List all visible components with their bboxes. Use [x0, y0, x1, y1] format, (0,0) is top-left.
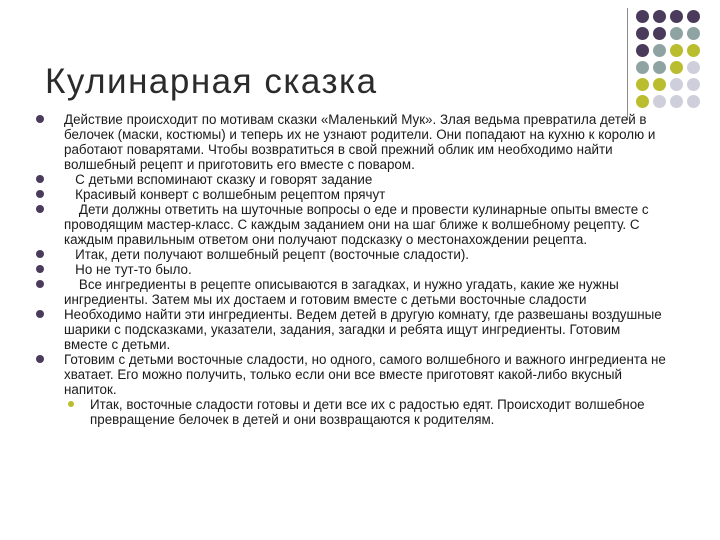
decor-dot — [636, 27, 649, 40]
list-item — [36, 172, 666, 187]
decor-dot — [653, 10, 666, 23]
list-item-text: Все ингредиенты в рецепте описываются в загадках, и нужно угадать, какие же нужны ингредиенты. Затем мы их достаем и готовим вместе с детьми восточные сладости — [64, 277, 623, 307]
list-item-text: Необходимо найти эти ингредиенты. Ведем детей в другую комнату, где развешаны воздушные шарики с подсказками, указатели, задания, загадки и ребята ищут ингредиенты. Готовим вместе с детьми. — [64, 307, 666, 352]
list-item-text: С детьми вспоминают сказку и говорят задание — [64, 172, 373, 187]
bullet-icon — [36, 115, 44, 123]
bullet-icon — [36, 250, 44, 258]
slide-title: Кулинарная сказка — [45, 62, 378, 101]
decor-dot — [670, 27, 683, 40]
decor-dot — [653, 44, 666, 57]
decor-dot — [653, 61, 666, 74]
list-item — [36, 187, 666, 202]
list-item — [36, 307, 666, 352]
list-item — [36, 262, 666, 277]
decor-dot — [687, 44, 700, 57]
bullet-icon — [36, 205, 44, 213]
decor-dot-grid — [636, 10, 700, 108]
decor-vertical-line — [627, 8, 628, 120]
list-item — [36, 202, 666, 247]
sub-list-item — [66, 397, 666, 427]
list-item-text: Но не тут-то было. — [64, 262, 192, 277]
decor-dot — [636, 95, 649, 108]
sub-list-item-text: Итак, восточные сладости готовы и дети все их с радостью едят. Происходит волшебное превращение белочек в детей и они возвращаются к родителям. — [90, 397, 649, 427]
bullet-icon — [36, 310, 44, 318]
list-item — [36, 112, 666, 172]
decor-dot — [687, 27, 700, 40]
bullet-list — [36, 112, 670, 427]
list-item-text: Дети должны ответить на шуточные вопросы о еде и провести кулинарные опыты вместе с проводящим мастер-класс. С каждым заданием они на шаг ближе к волшебному рецепту. С каждым правильным ответом они получают подсказку о местонахождении рецепта. — [64, 202, 653, 247]
decor-dot — [687, 10, 700, 23]
sub-bullet-icon — [68, 401, 74, 407]
list-item-text: Готовим с детьми восточные сладости, но одного, самого волшебного и важного ингредиента не хватает. Его можно получить, только если они все вместе приготовят какой-либо вкусный напиток. — [64, 352, 670, 397]
decor-dot — [636, 78, 649, 91]
decor-dot — [670, 61, 683, 74]
decor-dot — [670, 44, 683, 57]
list-item — [36, 247, 666, 262]
decor-dot — [653, 78, 666, 91]
bullet-icon — [36, 190, 44, 198]
decor-dot — [687, 95, 700, 108]
decor-dot — [653, 95, 666, 108]
list-item-text: Красивый конверт с волшебным рецептом прячут — [64, 187, 386, 202]
bullet-icon — [36, 280, 44, 288]
sub-list — [64, 397, 666, 427]
decor-dot — [636, 61, 649, 74]
bullet-icon — [36, 175, 44, 183]
decor-dot — [687, 78, 700, 91]
decor-dot — [670, 10, 683, 23]
decor-dot — [653, 27, 666, 40]
decor-dot — [636, 44, 649, 57]
list-item-text: Действие происходит по мотивам сказки «Маленький Мук». Злая ведьма превратила детей в белочек (маски, костюмы) и теперь их не узнают родители. Они попадают на кухню к королю и работают поварятами. Чтобы возвратиться в свой прежний облик им необходимо найти волшебный рецепт и приготовить его вместе с поваром. — [64, 112, 660, 172]
decor-dot — [687, 61, 700, 74]
decor-dot — [670, 95, 683, 108]
list-item-text: Итак, дети получают волшебный рецепт (восточные сладости). — [64, 247, 470, 262]
bullet-icon — [36, 265, 44, 273]
bullet-icon — [36, 355, 44, 363]
list-item — [36, 277, 666, 307]
list-item — [36, 352, 670, 427]
decor-dot — [636, 10, 649, 23]
decor-dot — [670, 78, 683, 91]
